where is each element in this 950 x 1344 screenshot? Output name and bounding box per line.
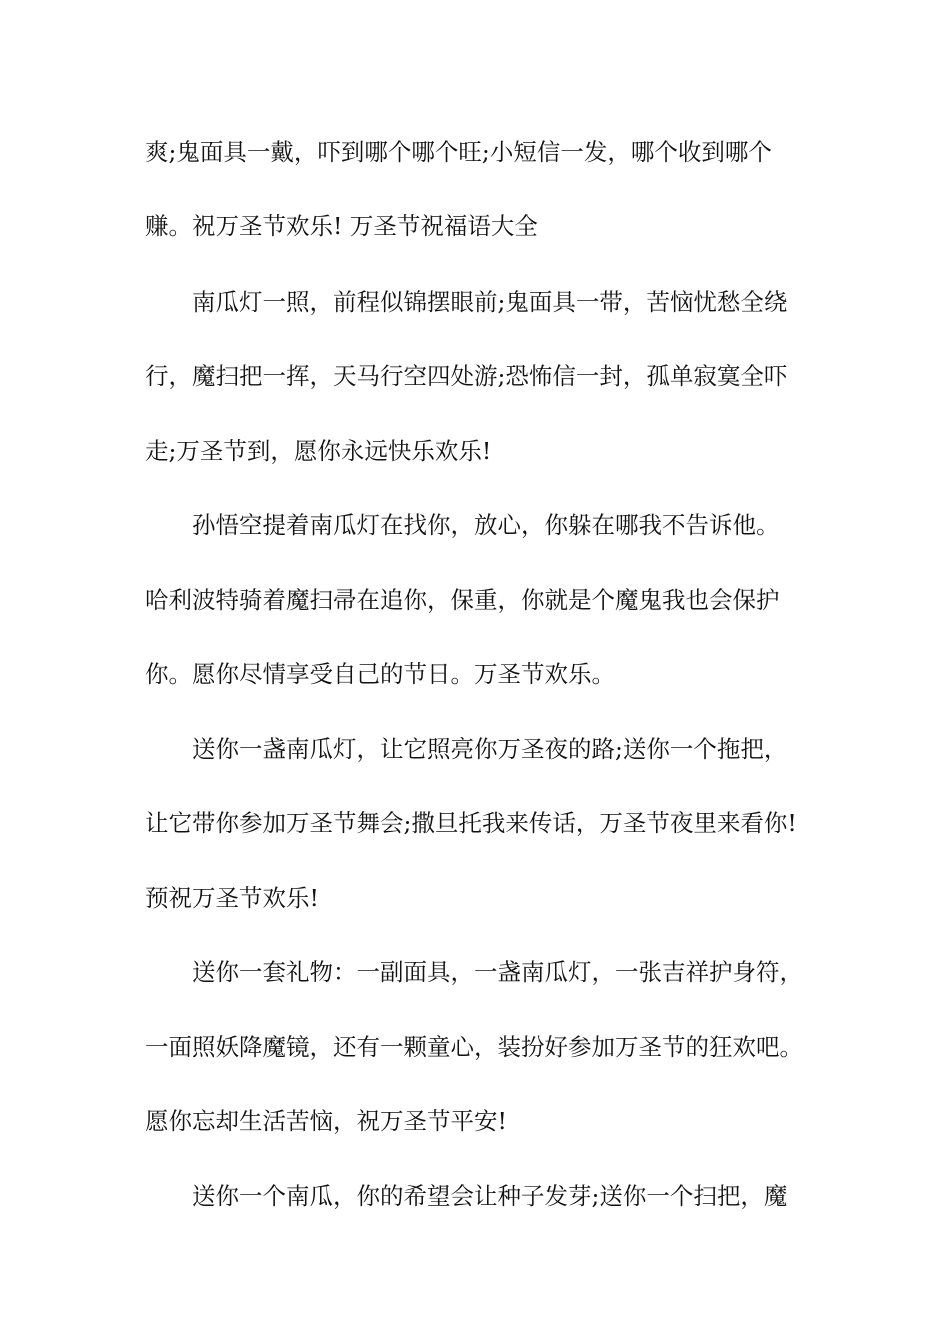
text-line: 走;万圣节到，愿你永远快乐欢乐! <box>145 437 492 465</box>
paragraph-first-line: 送你一套礼物：一副面具，一盏南瓜灯，一张吉祥护身符， <box>192 958 803 986</box>
paragraph-first-line: 送你一盏南瓜灯，让它照亮你万圣夜的路;送你一个拖把， <box>192 735 788 763</box>
text-line: 爽;鬼面具一戴，吓到哪个哪个旺;小短信一发，哪个收到哪个 <box>145 138 772 166</box>
text-line: 哈利波特骑着魔扫帚在追你，保重，你就是个魔鬼我也会保护 <box>145 586 780 614</box>
paragraph-first-line: 送你一个南瓜，你的希望会让种子发芽;送你一个扫把，魔 <box>192 1182 788 1210</box>
text-line: 预祝万圣节欢乐! <box>145 884 319 912</box>
text-line: 你。愿你尽情享受自己的节日。万圣节欢乐。 <box>145 660 615 688</box>
text-line: 让它带你参加万圣节舞会;撒旦托我来传话，万圣节夜里来看你! <box>145 809 797 837</box>
paragraph-first-line: 孙悟空提着南瓜灯在找你，放心，你躲在哪我不告诉他。 <box>192 511 780 539</box>
text-line: 行，魔扫把一挥，天马行空四处游;恐怖信一封，孤单寂寞全吓 <box>145 362 788 390</box>
text-line: 一面照妖降魔镜，还有一颗童心，装扮好参加万圣节的狂欢吧。 <box>145 1033 803 1061</box>
paragraph-first-line: 南瓜灯一照，前程似锦摆眼前;鬼面具一带，苦恼忧愁全绕 <box>192 288 788 316</box>
text-line: 赚。祝万圣节欢乐! 万圣节祝福语大全 <box>145 212 538 240</box>
text-line: 愿你忘却生活苦恼，祝万圣节平安! <box>145 1107 507 1135</box>
